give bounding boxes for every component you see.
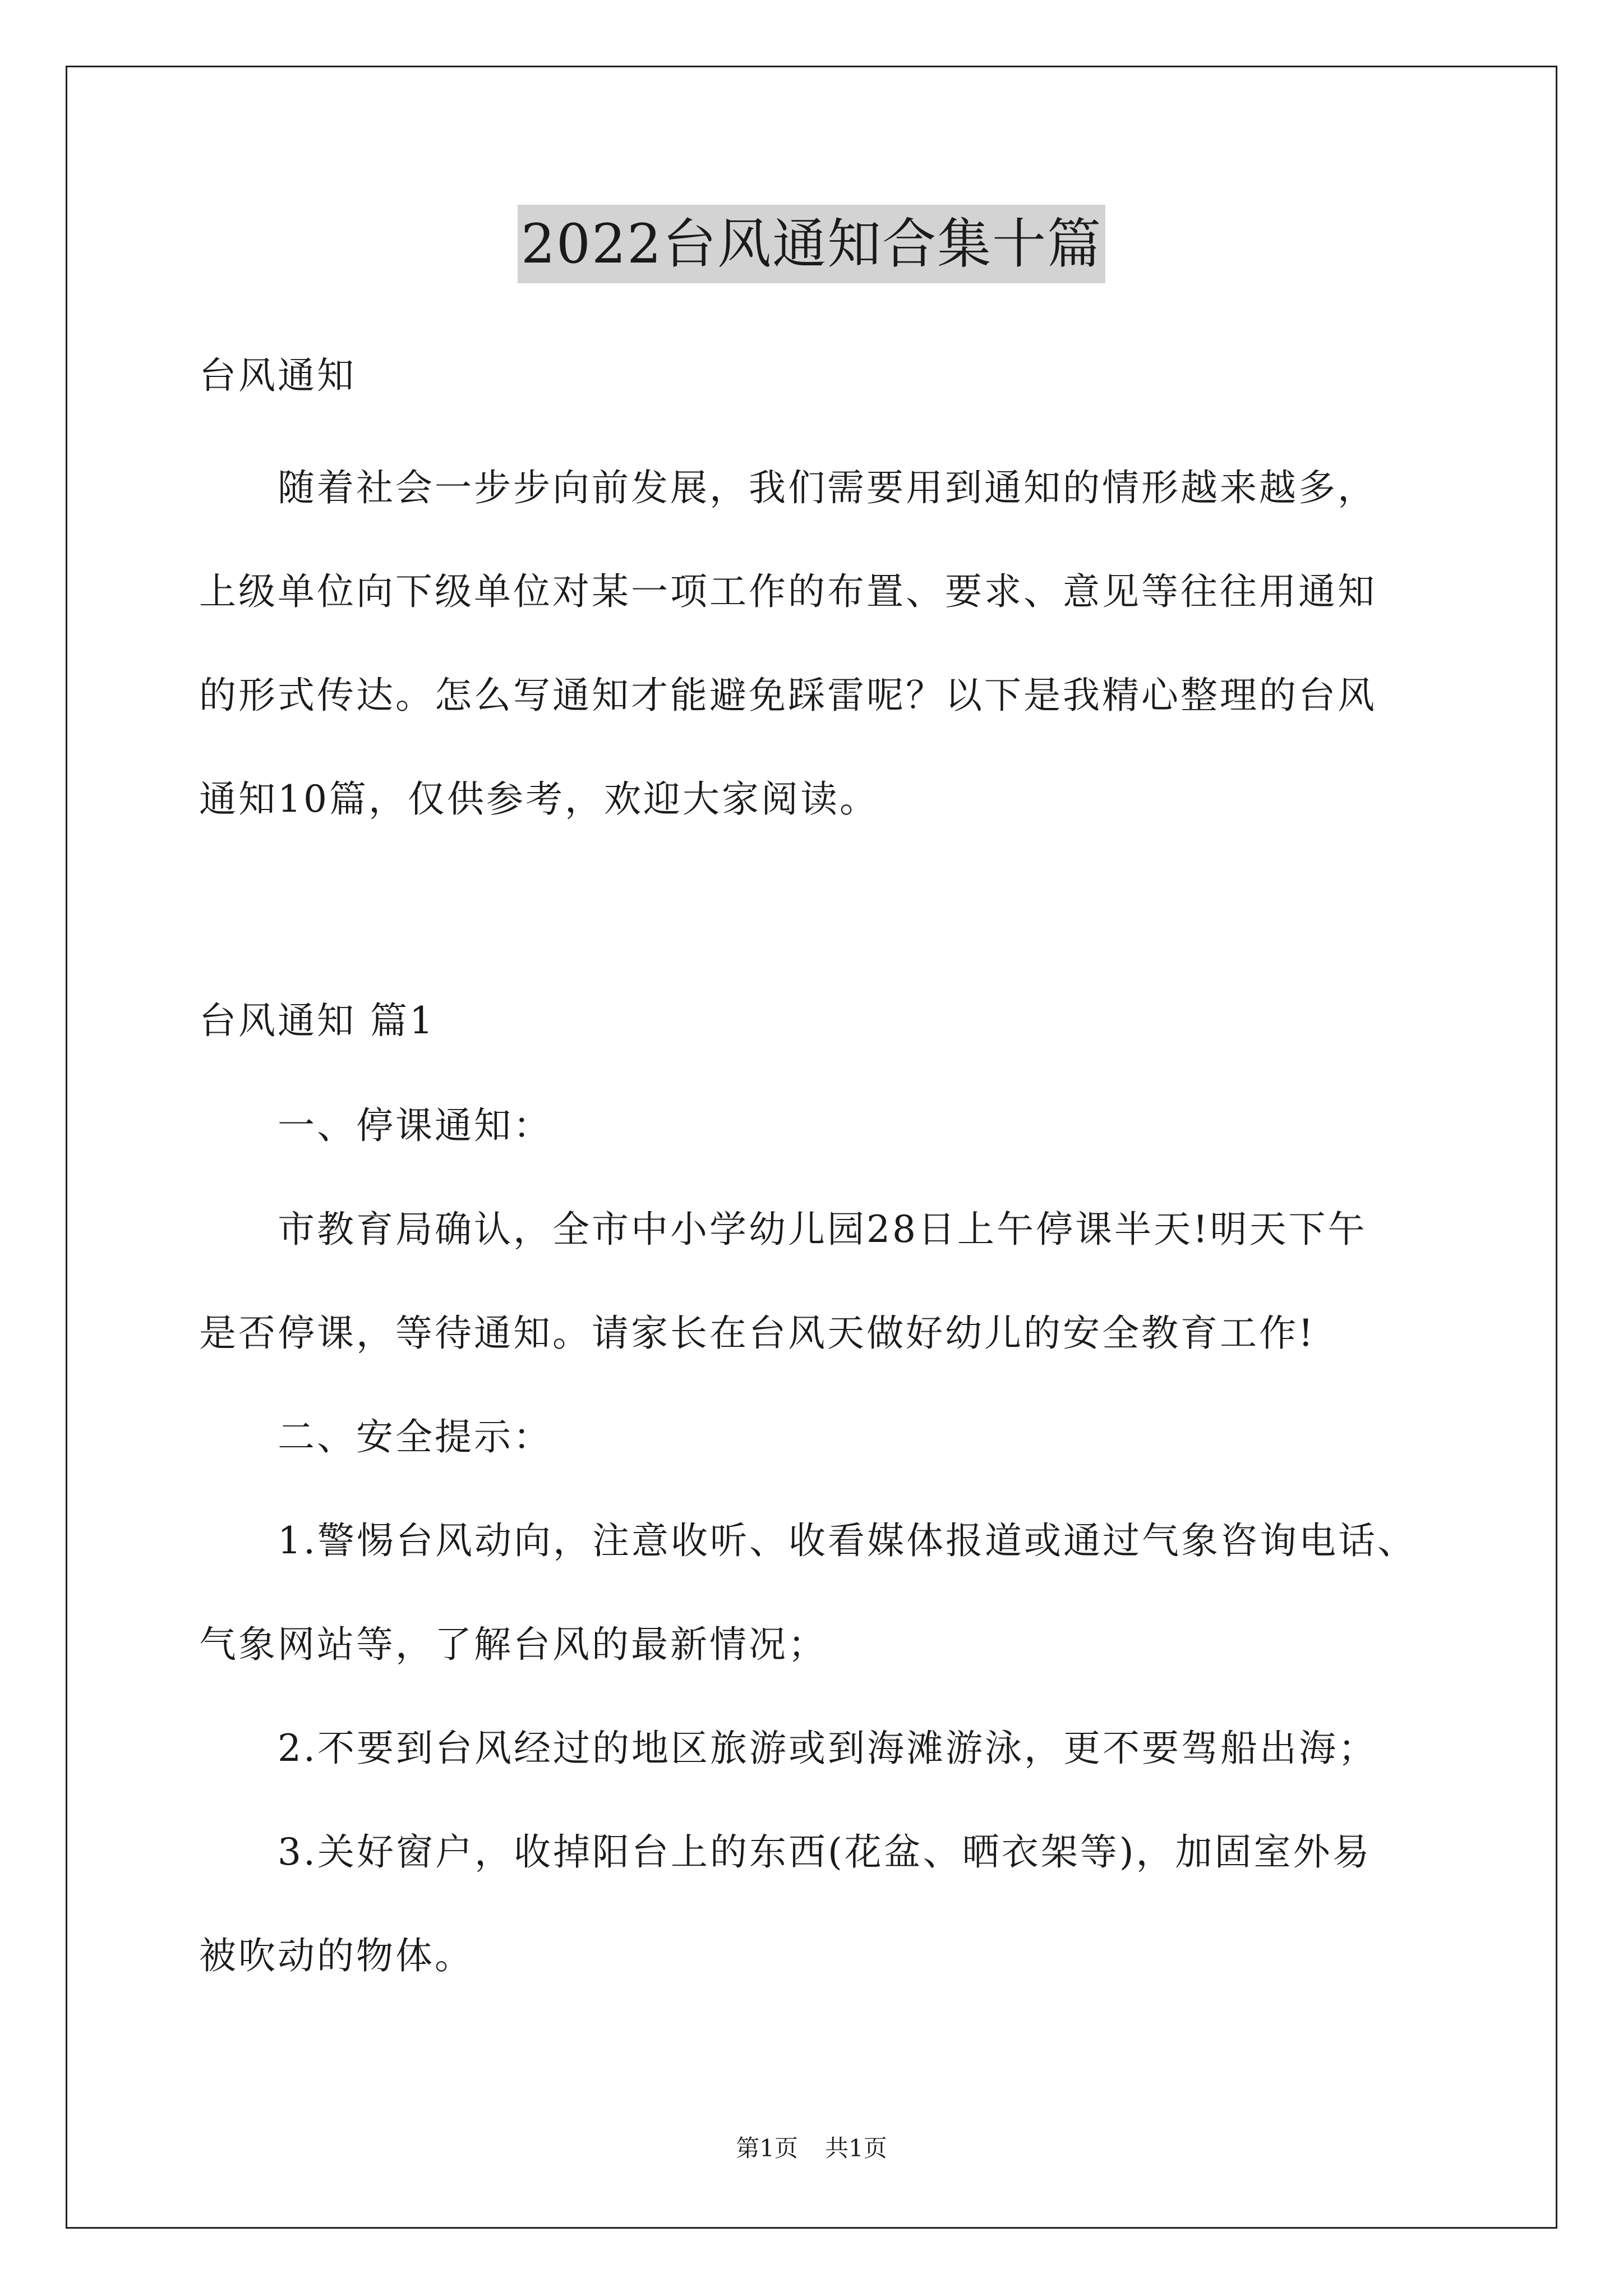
section-heading: 台风通知 篇1 (199, 999, 435, 1042)
title-container (0, 205, 1623, 283)
paragraph-line: 3.关好窗户，收掉阳台上的东西(花盆、晒衣架等)，加固室外易 (278, 1830, 1372, 1874)
paragraph-line: 是否停课，等待通知。请家长在台风天做好幼儿的安全教育工作! (199, 1312, 1316, 1355)
paragraph-line: 气象网站等，了解台风的最新情况； (199, 1623, 827, 1666)
intro-heading: 台风通知 (199, 354, 356, 397)
paragraph-line: 一、停课通知： (278, 1104, 552, 1147)
paragraph-line: 1.警惕台风动向，注意收听、收看媒体报道或通过气象咨询电话、 (278, 1519, 1417, 1562)
paragraph-line: 市教育局确认，全市中小学幼儿园28日上午停课半天!明天下午 (278, 1208, 1367, 1251)
paragraph-line: 的形式传达。怎么写通知才能避免踩雷呢？以下是我精心整理的台风 (199, 674, 1377, 717)
page-footer (0, 2132, 1623, 2165)
paragraph-line: 二、安全提示： (278, 1415, 552, 1458)
paragraph-line: 被吹动的物体。 (199, 1934, 474, 1977)
paragraph-line: 上级单位向下级单位对某一项工作的布置、要求、意见等往往用通知 (199, 570, 1377, 613)
page-number: 第1页 (736, 2134, 798, 2162)
paragraph-line: 随着社会一步步向前发展，我们需要用到通知的情形越来越多， (278, 466, 1377, 509)
document-title: 2022台风通知合集十篇 (518, 205, 1105, 283)
page-total: 共1页 (825, 2134, 887, 2162)
paragraph-line: 通知10篇，仅供参考，欢迎大家阅读。 (199, 777, 879, 821)
paragraph-line: 2.不要到台风经过的地区旅游或到海滩游泳，更不要驾船出海； (278, 1727, 1377, 1770)
